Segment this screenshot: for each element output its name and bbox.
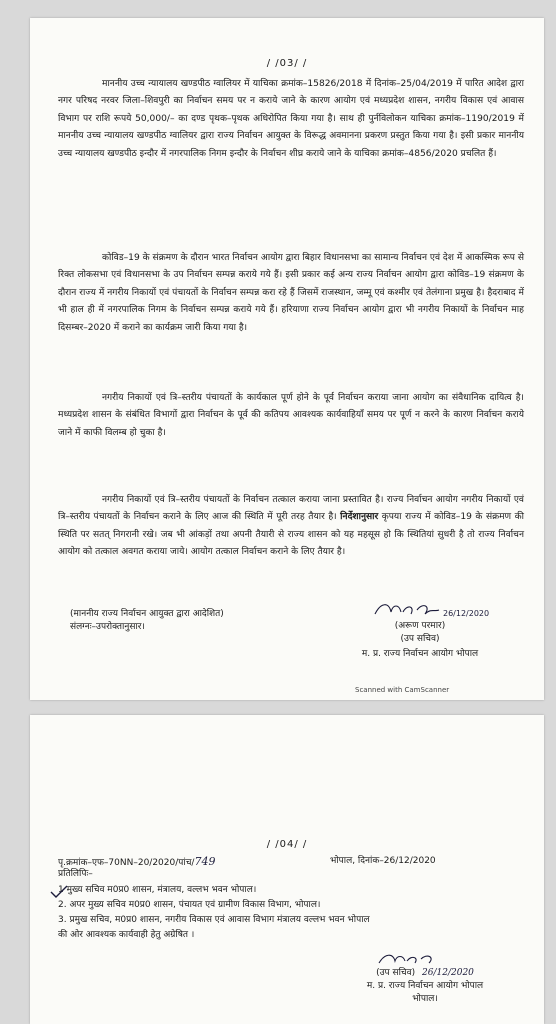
reference-number: पृ.क्रमांक–एफ–70NN–20/2020/पांच/749 xyxy=(58,855,216,868)
signature-block xyxy=(320,598,520,661)
scanner-watermark: Scanned with CamScanner xyxy=(355,686,450,694)
list-item: 3. प्रमुख सचिव, म0प्र0 शासन, नगरीय विकास एवं आवास विभाग मंत्रालय वल्लभ भवन भोपाल xyxy=(58,915,370,925)
list-item: 1 मुख्य सचिव म0प्र0 शासन, मंत्रालय, वल्लभ भवन भोपाल। xyxy=(58,885,257,895)
office-name: म. प्र. राज्य निर्वाचन आयोग भोपाल xyxy=(361,649,479,659)
office-city: भोपाल। xyxy=(412,994,438,1004)
ordered-by-note: (माननीय राज्य निर्वाचन आयुक्त द्वारा आदेशित) संलग्नः–उपरोक्तानुसार। xyxy=(70,609,224,632)
copy-label: प्रतिलिपिः– xyxy=(58,869,93,879)
paragraph-court-orders: माननीय उच्च न्यायालय खण्डपीठ ग्वालियर में याचिका क्रमांक–15826/2018 में दिनांक–25/04/2019 में पारित आदेश द्वारा नगर परिषद नरवर जिला–शिवपुरी का निर्वाचन समय पर न कराये जाने के कारण आयोग एवं मध्यप्रदेश शासन, नगरीय विकास एवं आवास विभाग पर राशि रूपये 50,000/– का दण्ड पृथक–पृथक अधिरोपित किया गया है। साथ ही पुर्नविलोकन याचिका क्रमांक–1190/2019 में माननीय उच्च न्यायालय खण्डपीठ ग्वालियर द्वारा राज्य निर्वाचन आयुक्त के विरूद्ध अवमानना प्रकरण प्रस्तुत किया गया है। इसी प्रकार माननीय उच्च न्यायालय खण्डपीठ इन्दौर में नगरपालिक निगम इन्दौर के निर्वाचन शीघ्र कराये जाने के याचिका क्रमांक–4856/2020 प्रचलित हैं। xyxy=(58,79,524,159)
signature-date: 26/12/2020 xyxy=(422,968,474,978)
copy-recipient-list xyxy=(58,883,524,943)
list-item: 2. अपर मुख्य सचिव म0प्र0 शासन, पंचायत एवं ग्रामीण विकास विभाग, भोपाल। xyxy=(58,900,321,910)
handwritten-ref: 749 xyxy=(194,855,216,868)
signature-block xyxy=(330,951,520,1006)
check-mark-icon xyxy=(50,885,68,899)
page-number: / /03/ / xyxy=(266,58,308,69)
handwritten-signature xyxy=(345,598,495,620)
page-number: / /04/ / xyxy=(266,839,308,850)
place-date: भोपाल, दिनांक–26/12/2020 xyxy=(330,856,436,866)
paragraph-proposal: नगरीय निकायों एवं त्रि–स्तरीय पंचायतों के निर्वाचन तत्काल कराया जाना प्रस्तावित है। राज्य निर्वाचन आयोग नगरीय निकायों एवं त्रि–स्तरीय पंचायतों के निर्वाचन कराने के लिए आज की स्थिति में पूरी तरह तैयार है। निर्देशानुसार कृपया राज्य में कोविड–19 के संक्रमण की स्थिति पर सतत् निगरानी रखे। जब भी आंकड़ों तथा अपनी तैयारी से राज्य शासन को यह महसूस हो कि स्थितियां सुधरी है तो राज्य निर्वाचन आयोग को तत्काल अवगत कराया जाये। आयोग तत्काल निर्वाचन कराने के लिए तैयार है। xyxy=(58,495,524,558)
office-name: म. प्र. राज्य निर्वाचन आयोग भोपाल xyxy=(366,981,484,991)
handwritten-signature xyxy=(365,951,485,967)
signatory-line: (उप सचिव) 26/12/2020 xyxy=(376,968,474,978)
document-page-3 xyxy=(30,18,544,700)
signatory-name: (अरूण परमार) xyxy=(394,621,446,631)
signature-date: 26/12/2020 xyxy=(443,609,490,618)
list-item: की ओर आवश्यक कार्यवाही हेतु अग्रेषित । xyxy=(58,930,195,940)
paragraph-covid-elections: कोविड–19 के संक्रमण के दौरान भारत निर्वाचन आयोग द्वारा बिहार विधानसभा का सामान्य निर्वाचन एवं देश में आकस्मिक रूप से रिक्त लोकसभा एवं विधानसभा के उप निर्वाचन सम्पन्न कराये गये हैं। इसी प्रकार कई अन्य राज्य निर्वाचन आयोग द्वारा कोविड–19 संक्रमण के दौरान राज्य में नगरीय निकायों एवं पंचायतों के निर्वाचन सम्पन्न करा रहे हैं जिसमें राजस्थान, जम्मू एवं कश्मीर एवं तेलंगाना प्रमुख है। हैदराबाद में भी हाल ही में नगरपालिक निगम के निर्वाचन सम्पन्न कराये गये हैं। हरियाणा राज्य निर्वाचन आयोग द्वारा भी नगरीय निकायों के निर्वाचन माह दिसम्बर–2020 में कराने का कार्यक्रम जारी किया गया है। xyxy=(58,253,524,333)
signatory-designation: (उप सचिव) xyxy=(400,634,440,644)
emphasis-instruction: निर्देशानुसार xyxy=(340,512,379,523)
paragraph-constitutional-duty: नगरीय निकायों एवं त्रि–स्तरीय पंचायतों के कार्यकाल पूर्ण होने के पूर्व निर्वाचन कराया जाना आयोग का संवैधानिक दायित्व है। मध्यप्रदेश शासन के संबंधित विभागों द्वारा निर्वाचन के पूर्व की कतिपय आवश्यक कार्यवाहियॉं समय पर पूर्ण न करने के कारण निर्वाचन कराये जाने में काफी विलम्ब हो चुका है। xyxy=(58,393,524,438)
document-page-4 xyxy=(30,715,544,1024)
